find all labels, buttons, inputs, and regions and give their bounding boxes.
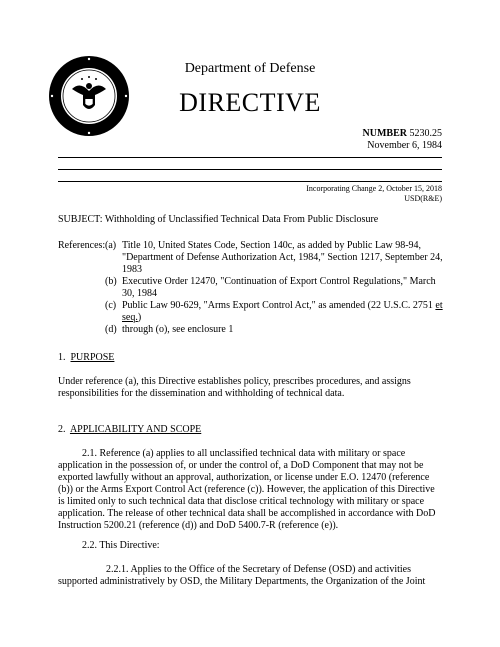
paragraph-2-1: 2.1. Reference (a) applies to all unclassified technical data with military or space application in the possession of, or under the control of, a DoD Component that may not be exported lawfully without an approval, authorization, or license under E.O. 12470 (reference (b)) or the Arms Export Control Act (reference (c)). However, the application of this Directive is limited only to such technical data that disclose critical technology with military or space application. The release of other technical data shall be accomplished in accordance with DoD Instruction 5200.21 (reference (d)) and DoD 5400.7-R (reference (e)). [58, 448, 436, 531]
responsible-office: USD(R&E) [404, 194, 442, 203]
reference-letter: (a) [105, 240, 117, 251]
reference-item [105, 324, 445, 336]
section-heading-purpose [58, 352, 114, 364]
section-number: 2. [58, 424, 66, 435]
purpose-paragraph: Under reference (a), this Directive establishes policy, prescribes procedures, and assigns responsibilities for the dissemination and withholding of technical data. [58, 376, 411, 399]
document-type-title: DIRECTIVE [179, 88, 321, 117]
reference-text: through (o), see enclosure 1 [122, 324, 234, 335]
reference-text: Executive Order 12470, "Continuation of Export Control Regulations," March 30, 1984 [122, 276, 436, 299]
reference-text: Title 10, United States Code, Section 140c, as added by Public Law 98-94, "Department of Defense Authorization Act, 1984," Section 1217, September 24, 1983 [122, 240, 443, 275]
header-rule-3 [58, 181, 442, 182]
directive-number [363, 128, 442, 140]
header-rule-2 [58, 169, 442, 170]
paragraph-2-2-1: 2.2.1. Applies to the Office of the Secretary of Defense (OSD) and activities supported administratively by OSD, the Military Departments, the Organization of the Joint [58, 564, 426, 587]
dod-seal-icon [48, 55, 130, 137]
section-heading-applicability [58, 424, 201, 436]
change-note: Incorporating Change 2, October 15, 2018 [306, 184, 442, 193]
reference-letter: (d) [105, 324, 117, 335]
number-label: NUMBER [362, 128, 407, 139]
et-seq-underlined: et seq. [122, 300, 443, 323]
header-rule-1 [58, 157, 442, 158]
reference-item [105, 300, 445, 324]
reference-letter: (b) [105, 276, 117, 287]
reference-text [122, 300, 445, 324]
paragraph-2-2: 2.2. This Directive: [82, 540, 160, 551]
directive-date: November 6, 1984 [367, 140, 442, 151]
number-value: 5230.25 [409, 128, 442, 139]
reference-text-part: Public Law 90-629, "Arms Export Control Act," as amended (22 U.S.C. 2751 [122, 300, 436, 311]
references-label: References: [58, 240, 106, 251]
reference-item [105, 240, 445, 276]
reference-text-part: ) [137, 312, 142, 323]
reference-letter: (c) [105, 300, 117, 311]
section-title: PURPOSE [70, 352, 115, 363]
department-name: Department of Defense [184, 61, 316, 76]
subject-line: SUBJECT: Withholding of Unclassified Technical Data From Public Disclosure [58, 214, 379, 225]
reference-item [105, 276, 445, 300]
section-number: 1. [58, 352, 66, 363]
section-title: APPLICABILITY AND SCOPE [69, 424, 202, 435]
